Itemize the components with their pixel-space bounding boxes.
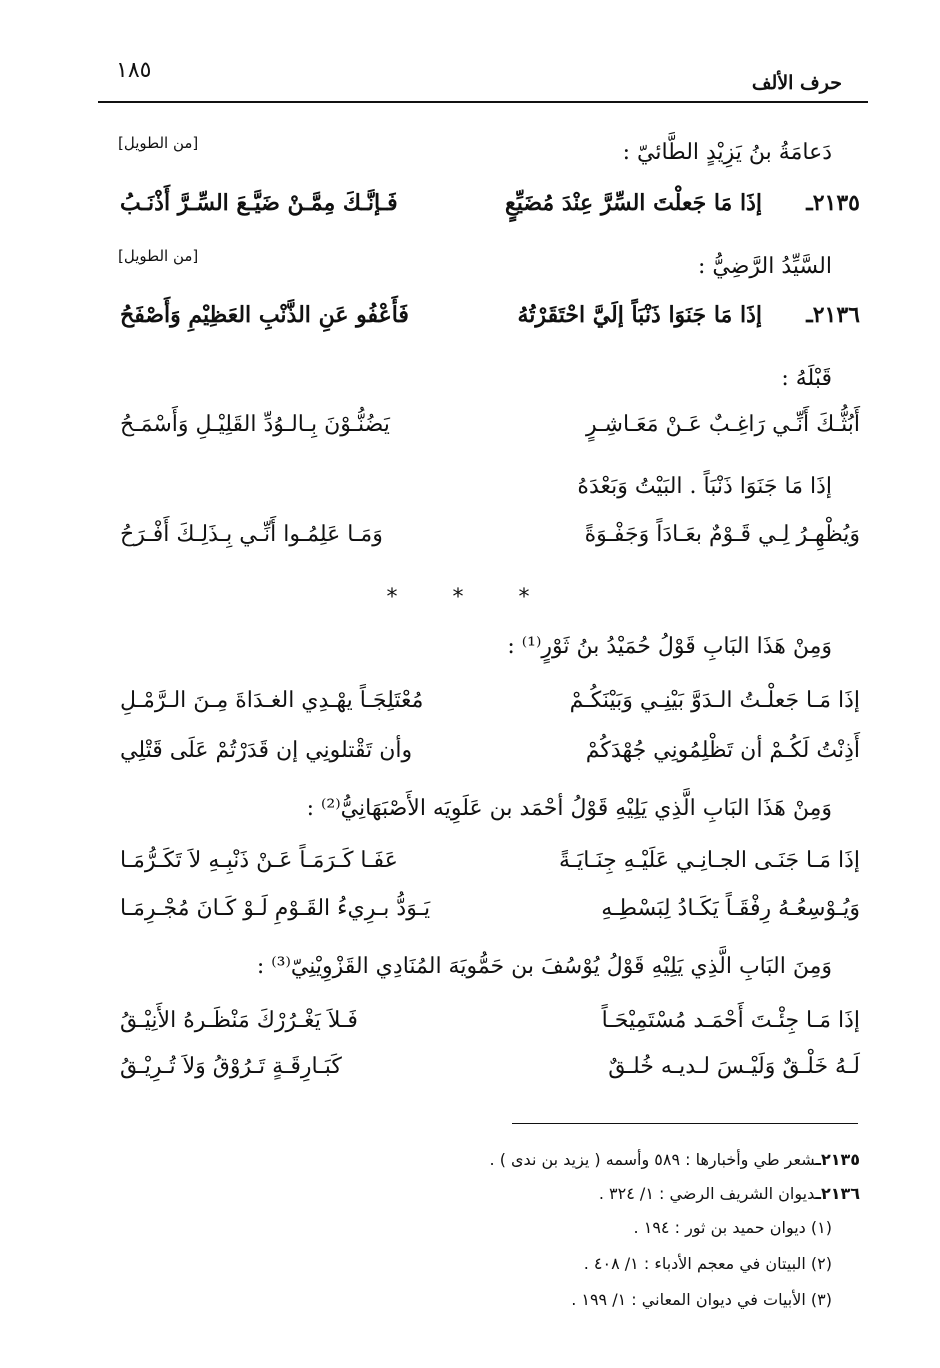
footnote-ref: (٢) bbox=[810, 1254, 832, 1273]
header-rule bbox=[98, 101, 868, 103]
verse-qablahu bbox=[120, 412, 860, 456]
hemistich-second: يَضُنُّـوْنَ بِـالـوُدِّ القَلِيْـلِ وَأَسْمَـحُ bbox=[120, 412, 390, 437]
hemistich-second: مُعْتَلِجَـاً يهْـدِي الغـدَاةَ مِـنَ الـرَّمْـلِ bbox=[120, 688, 424, 713]
verse-number: ٢١٣٥ـ bbox=[806, 190, 860, 216]
footnote bbox=[584, 1254, 832, 1273]
footnote-ref: (٣) bbox=[810, 1290, 832, 1309]
hemistich-first: إذَا مَـا جَعلْـتُ الـدَوَّ بَيْنِـي وَبَيْنَكُـمْ bbox=[569, 688, 860, 713]
section-intro: وَمِنْ هَذَا البَابِ قَوْلُ حُمَيْدُ بنُ ثَوْرٍ⁽¹⁾ : bbox=[507, 634, 832, 659]
meter-label: [من الطويل] bbox=[118, 134, 199, 152]
footnote-ref: (١) bbox=[810, 1218, 832, 1237]
hemistich-second: كَبَـارِقَـةٍ تَـرُوْقُ وَلاَ تُـرِيْـقُ bbox=[120, 1054, 342, 1079]
verse-badahu bbox=[120, 522, 860, 566]
meter-label: [من الطويل] bbox=[118, 247, 199, 265]
verse bbox=[120, 738, 860, 782]
hemistich-second: عَفَـا كَـرَمَـاً عَـنْ ذَنْبِـهِ لاَ تَكَـرُّمَـا bbox=[120, 848, 398, 873]
hemistich-second: فَأَعْفُو عَنِ الذَّنْبِ العَظِيْمِ وَأَصْفَحُ bbox=[120, 302, 409, 328]
verse bbox=[120, 1008, 860, 1052]
hemistich-first: وَيُـوْسِعُـهُ رِفْقَـاً يَكَـادُ لِبَسْطِـهِ bbox=[601, 896, 860, 921]
chapter-title: حرف الألف bbox=[751, 72, 842, 94]
verse bbox=[120, 688, 860, 732]
hemistich-first: أَبُثُّـكَ أَنِّـي رَاغِـبٌ عَـنْ مَعَـاشِـرٍ bbox=[585, 412, 860, 437]
hemistich-second: وأن تَقْتلونِي إن قَدَرْتُمْ عَلَى قَتْلِي bbox=[120, 738, 413, 763]
hemistich-first: إذَا مَا جَنَوَا ذَنْبَاً إلَيَّ احْتَقَرْتُهُ bbox=[517, 302, 762, 328]
poet-name: دَعامَةُ بنُ يَزِيْدٍ الطَّائيّ : bbox=[622, 140, 832, 165]
page-number: ١٨٥ bbox=[116, 58, 152, 83]
footnote bbox=[634, 1218, 832, 1237]
hemistich-second: فَـإنَّـكَ مِمَّـنْ ضَيَّـعَ السِّـرَّ أَذْنَـبُ bbox=[120, 190, 398, 216]
footnote-ref: ٢١٣٥ـ bbox=[815, 1150, 860, 1169]
verse-number: ٢١٣٦ـ bbox=[806, 302, 860, 328]
verse bbox=[120, 896, 860, 940]
footnote-text: ديوان حميد بن ثور : ١٩٤ . bbox=[633, 1218, 806, 1237]
verse-2135 bbox=[120, 190, 860, 234]
hemistich-first: إذَا مَـا جِئْـتَ أَحْمَـد مُسْتَمِيْحَـاً bbox=[601, 1008, 860, 1033]
footnote bbox=[490, 1150, 860, 1169]
footnote-ref: ٢١٣٦ـ bbox=[815, 1184, 860, 1203]
hemistich-first: لَـهُ خَلْـقٌ وَلَيْـسَ لـديـه خُلـقٌ bbox=[608, 1054, 860, 1079]
section-separator: * * * bbox=[386, 585, 554, 610]
poet-name: السَّيِّدُ الرَّضِيُّ : bbox=[698, 254, 832, 279]
footnote bbox=[571, 1290, 832, 1309]
footnote-text: الأبيات في ديوان المعاني : ١/ ١٩٩ . bbox=[571, 1290, 806, 1309]
hemistich-first: وَيُظْهِـرُ لِـي قَـوْمٌ بعَـادَاً وَجَفْـوَةً bbox=[584, 522, 860, 547]
hemistich-second: فَـلاَ يَغْـرُرْكَ مَنْظَـرهُ الأَنِيْـقُ bbox=[120, 1008, 358, 1033]
qablahu-label: قَبْلَهُ : bbox=[781, 366, 832, 391]
verse bbox=[120, 1054, 860, 1098]
hemistich-second: وَمَـا عَلِمُـوا أَنِّـي بِـذَلِـكَ أَفْـرَحُ bbox=[120, 522, 383, 547]
section-intro: وَمِنْ هَذَا البَابِ الَّذِي يَلِيْهِ قَوْلُ أحْمَد بن عَلَوِيَه الأَصْبَهَانِيُّ⁽²⁾ : bbox=[306, 796, 832, 821]
hemistich-first: إذَا مَـا جَنَـى الجـانِـي عَلَيْـهِ جِنَـايَـةً bbox=[558, 848, 860, 873]
badahu-label: إذَا مَا جَنَوَا ذَنْبَاً . البَيْتُ وَبَعْدَهُ bbox=[577, 474, 832, 499]
verse-2136 bbox=[120, 302, 860, 346]
section-intro: وَمِنَ البَابِ الَّذِي يَلِيْهِ قَوْلُ يُوْسُفَ بن حَمُّويَهَ المُنَادِي القَزْوِيْنِيّ⁽³⁾ : bbox=[256, 954, 832, 979]
footnote-text: البيتان في معجم الأدباء : ١/ ٤٠٨ . bbox=[583, 1254, 806, 1273]
footnote-rule bbox=[512, 1123, 858, 1124]
hemistich-second: يَـوَدُّ بـرِيءُ القَـوْمِ لَـوْ كَـانَ مُجْـرِمَـا bbox=[120, 896, 431, 921]
hemistich-first: إذَا مَا جَعلْتَ السِّرَّ عِنْدَ مُضَيِّعٍ bbox=[504, 190, 762, 216]
footnote-text: ديوان الشريف الرضي : ١/ ٣٢٤ . bbox=[598, 1184, 816, 1203]
verse bbox=[120, 848, 860, 892]
hemistich-first: أَذِنْتُ لَكُـمْ أن تَظْلِمُونِي جُهْدَكُمْ bbox=[585, 738, 860, 763]
footnote bbox=[599, 1184, 860, 1203]
footnote-text: شعر طي وأخبارها : ٥٨٩ وأسمه ( يزيد بن ندى ) . bbox=[489, 1150, 816, 1169]
